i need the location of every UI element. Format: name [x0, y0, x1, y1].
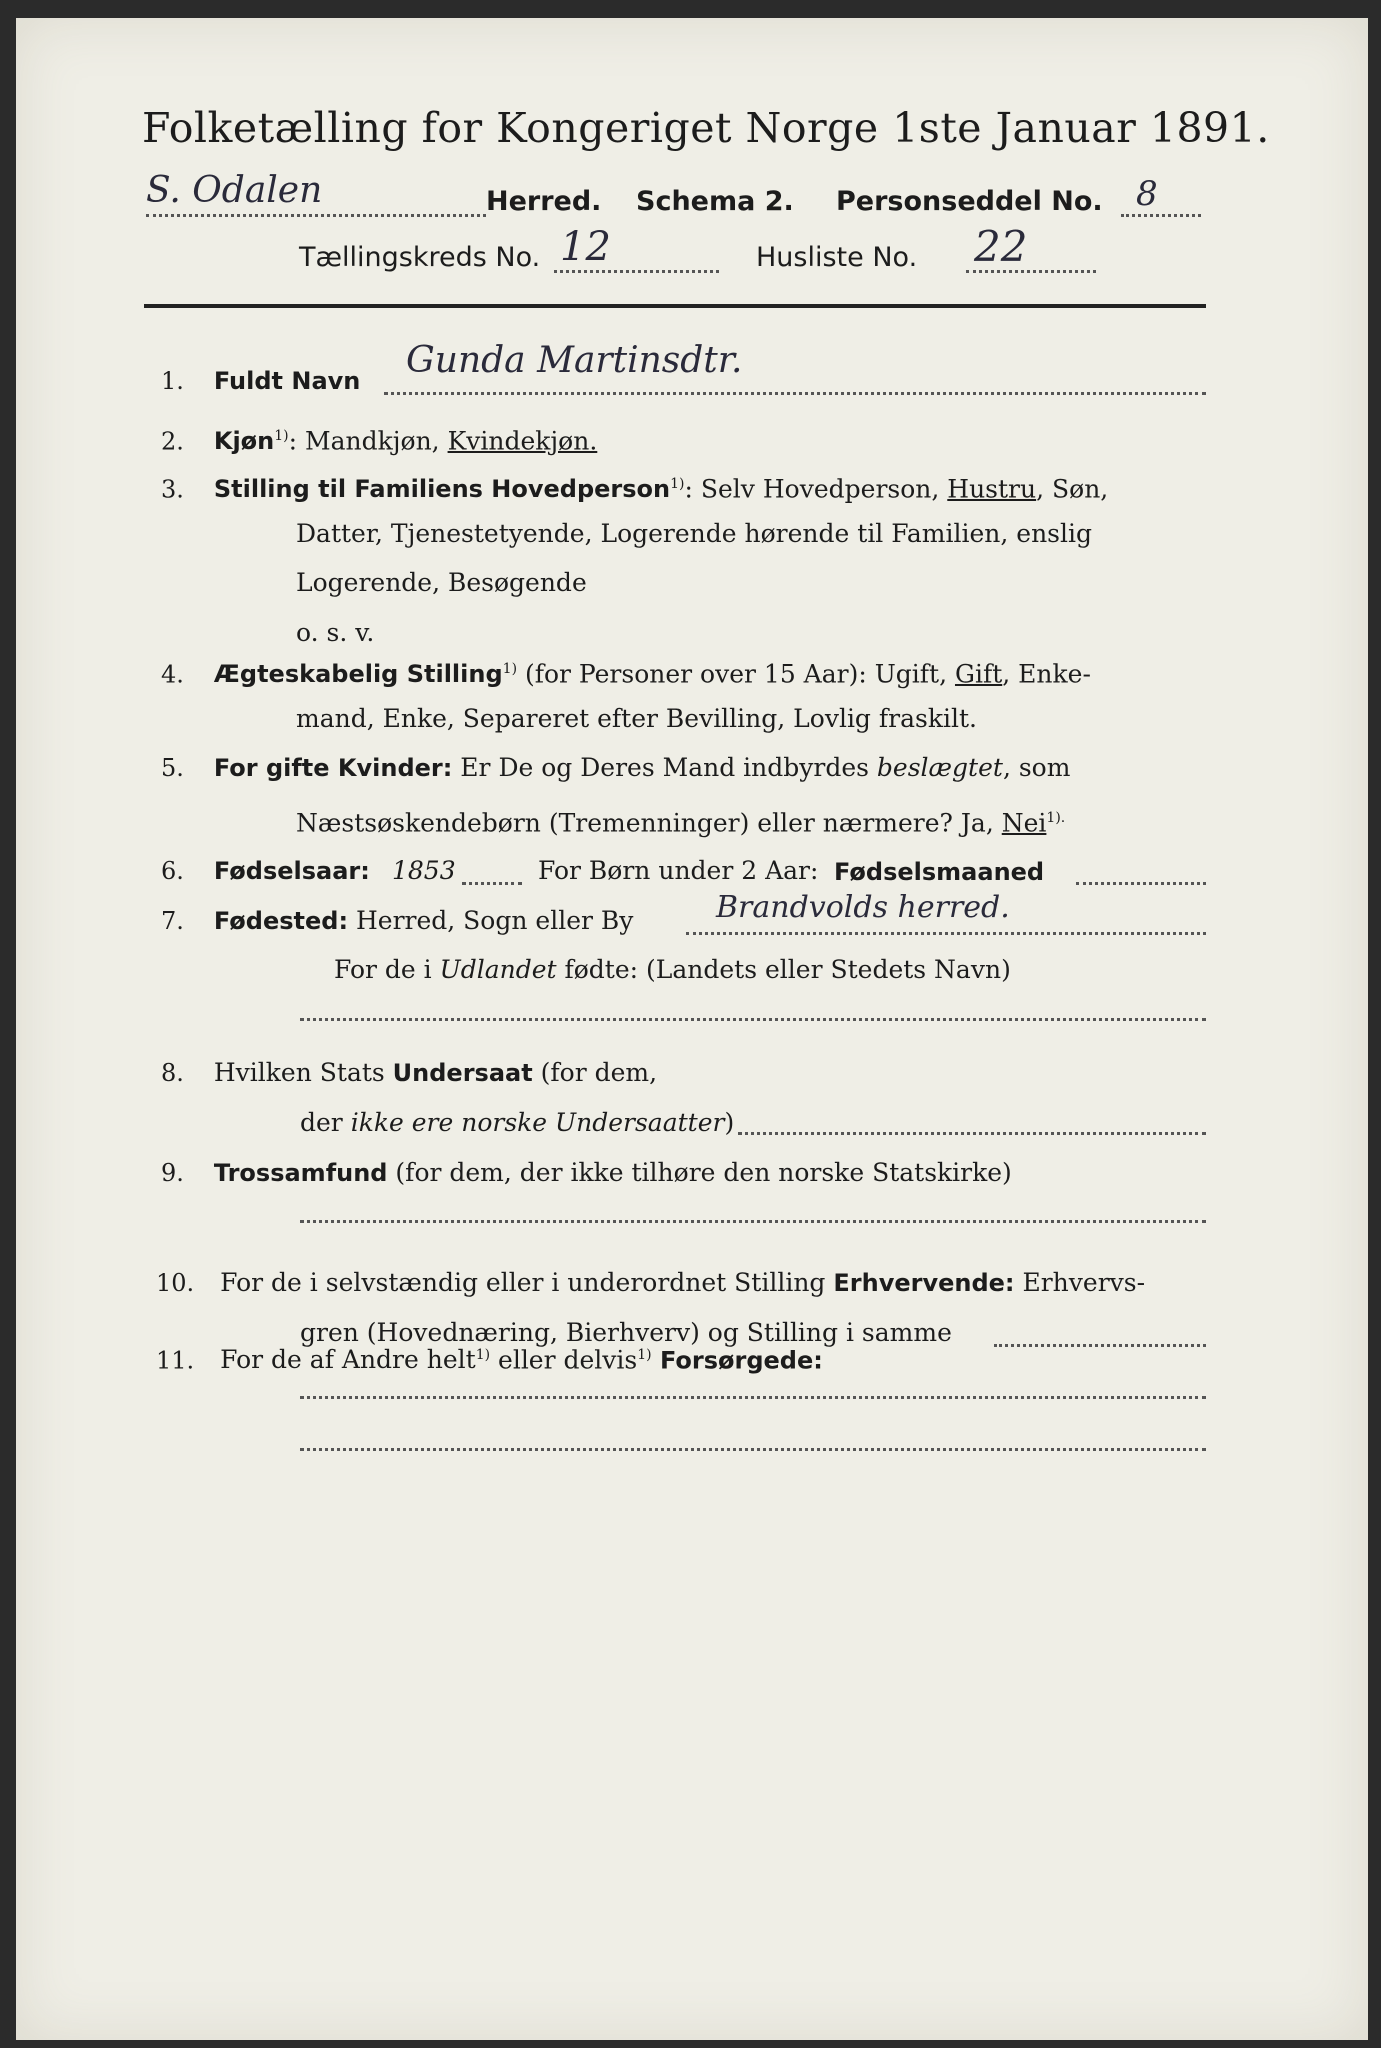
item-5-line2b: 1). [1046, 810, 1066, 826]
item-6-rest: For Børn under 2 Aar: [538, 856, 819, 885]
item-7-line2a: For de i [334, 955, 440, 984]
item-6-dotline-b [1076, 882, 1206, 885]
item-10-text1: For de i selvstændig eller i underordnet Stilling [220, 1268, 834, 1297]
item-7-number: 7. [161, 907, 184, 935]
item-4-underlined: Gift [954, 659, 1003, 689]
item-7-rest: Herred, Sogn eller By [348, 906, 634, 935]
item-1-dotline [384, 392, 1206, 395]
item-2-number: 2. [161, 427, 184, 456]
item-10-text1b: Erhvervs- [1014, 1268, 1146, 1297]
item-5 [161, 743, 1070, 793]
item-4-sup: 1) [502, 661, 518, 677]
item-4-rest2: , Enke- [1002, 659, 1091, 689]
item-7 [161, 896, 633, 946]
item-2-rest: : Mandkjøn, [288, 426, 440, 456]
item-5-italic: beslægtet [876, 753, 1003, 782]
item-4 [161, 644, 1091, 699]
form-title: Folketælling for Kongeriget Norge 1ste Januar 1891. [142, 104, 1270, 152]
item-9-rest: (for dem, der ikke tilhøre den norske Statskirke) [387, 1158, 1012, 1187]
item-5-underlined: Nei [1001, 808, 1047, 838]
item-8-text1a: Hvilken Stats [213, 1058, 393, 1087]
husliste-dotline [966, 270, 1096, 273]
item-8-number: 8. [161, 1059, 184, 1087]
item-8 [161, 1048, 657, 1098]
item-10-bold: Erhvervende: [833, 1269, 1015, 1297]
item-2-underlined: Kvindekjøn. [447, 426, 598, 456]
husliste-value: 22 [974, 222, 1028, 271]
item-1-number: 1. [161, 367, 184, 395]
item-5-label: For gifte Kvinder: [213, 754, 453, 782]
item-3-line2: Datter, Tjenestetyende, Logerende hørende til Familien, enslig [296, 519, 1093, 548]
item-5-rest1: Er De og Deres Mand indbyrdes [452, 753, 877, 782]
item-1 [161, 356, 360, 406]
item-10-line2: gren (Hovednæring, Bierhverv) og Stilling i samme [300, 1318, 952, 1347]
item-7-foreign-dotline [300, 1018, 1206, 1021]
item-8-bold: Undersaat [392, 1059, 533, 1087]
item-11-text1: For de af Andre helt [220, 1345, 476, 1375]
item-9-number: 9. [161, 1159, 184, 1187]
item-11-sup: 1) [475, 1347, 491, 1363]
item-7-line2b: fødte: (Landets eller Stedets Navn) [556, 955, 1011, 984]
item-3-line4: o. s. v. [296, 618, 375, 647]
item-3-sup: 1) [670, 476, 685, 492]
item-6-label: Fødselsaar: [213, 857, 370, 885]
item-6-dotline-a [462, 882, 522, 885]
item-8-italic: ikke ere norske Undersaatter [350, 1108, 725, 1137]
kreds-dotline [554, 270, 719, 273]
item-3-label: Stilling til Familiens Hovedperson [213, 475, 671, 504]
item-4-label: Ægteskabelig Stilling [213, 660, 503, 689]
item-10-number: 10. [156, 1269, 195, 1297]
item-3-number: 3. [161, 475, 184, 504]
kreds-value: 12 [560, 224, 611, 270]
item-5-number: 5. [161, 754, 184, 782]
item-9-label: Trossamfund [213, 1159, 388, 1187]
kreds-label: Tællingskreds No. [299, 242, 541, 273]
item-4-line2: mand, Enke, Separeret efter Bevilling, Lovlig fraskilt. [296, 704, 977, 733]
item-8-line2 [300, 1098, 734, 1148]
item-11-bold: Forsørgede: [651, 1346, 823, 1375]
item-2-sup: 1) [274, 428, 289, 444]
item-8-text1b: (for dem, [532, 1058, 658, 1087]
item-4-rest1: (for Personer over 15 Aar): Ugift, [517, 659, 948, 689]
header-rule [144, 304, 1206, 308]
schema-label: Schema 2. [636, 186, 794, 217]
item-11-number: 11. [156, 1346, 195, 1375]
item-11-sup2: 1) [637, 1347, 652, 1363]
item-8-dotline [738, 1132, 1206, 1135]
full-name-value: Gunda Martinsdtr. [406, 340, 743, 381]
item-11-text1b: eller delvis [490, 1345, 638, 1375]
item-7-dotline [686, 932, 1206, 935]
herred-dotline [146, 214, 486, 217]
item-8-line2a: der [300, 1108, 351, 1137]
item-2-label: Kjøn [213, 427, 275, 456]
item-9 [161, 1148, 1012, 1198]
item-11 [156, 1330, 823, 1385]
item-9-dotline [300, 1220, 1206, 1223]
personseddel-value: 8 [1136, 174, 1158, 214]
item-6 [161, 846, 370, 896]
item-5-line2a: Næstsøskendebørn (Tremenninger) eller nærmere? Ja, [296, 808, 994, 838]
item-3-underlined: Hustru [947, 474, 1037, 504]
item-5-rest2: , som [1002, 753, 1071, 782]
item-1-label: Fuldt Navn [213, 367, 361, 395]
item-7-italic: Udlandet [439, 955, 557, 984]
item-10-dotline-a [994, 1344, 1206, 1347]
husliste-label: Husliste No. [756, 242, 918, 273]
item-3-line3: Logerende, Besøgende [296, 568, 587, 597]
personseddel-dotline [1121, 214, 1201, 217]
item-3-rest1: : Selv Hovedperson, [684, 474, 940, 504]
item-3 [161, 459, 1108, 514]
item-5-line2 [296, 793, 1065, 848]
census-form-sheet [16, 18, 1368, 2040]
birth-year-value: 1853 [392, 856, 456, 885]
item-7-label: Fødested: [213, 907, 349, 935]
item-3-rest2: , Søn, [1036, 474, 1109, 504]
herred-value: S. Odalen [146, 170, 323, 211]
item-8-line2b: ) [724, 1108, 735, 1137]
item-10 [156, 1258, 1145, 1308]
item-7-line2 [334, 945, 1011, 995]
birthplace-value: Brandvolds herred. [716, 890, 1010, 925]
item-10-dotline-c [300, 1448, 1206, 1451]
item-10-dotline-b [300, 1396, 1206, 1399]
item-4-number: 4. [161, 660, 184, 689]
herred-label: Herred. [486, 186, 602, 217]
personseddel-label: Personseddel No. [836, 186, 1103, 217]
item-6-number: 6. [161, 857, 184, 885]
item-6-label2: Fødselsmaaned [834, 858, 1045, 886]
